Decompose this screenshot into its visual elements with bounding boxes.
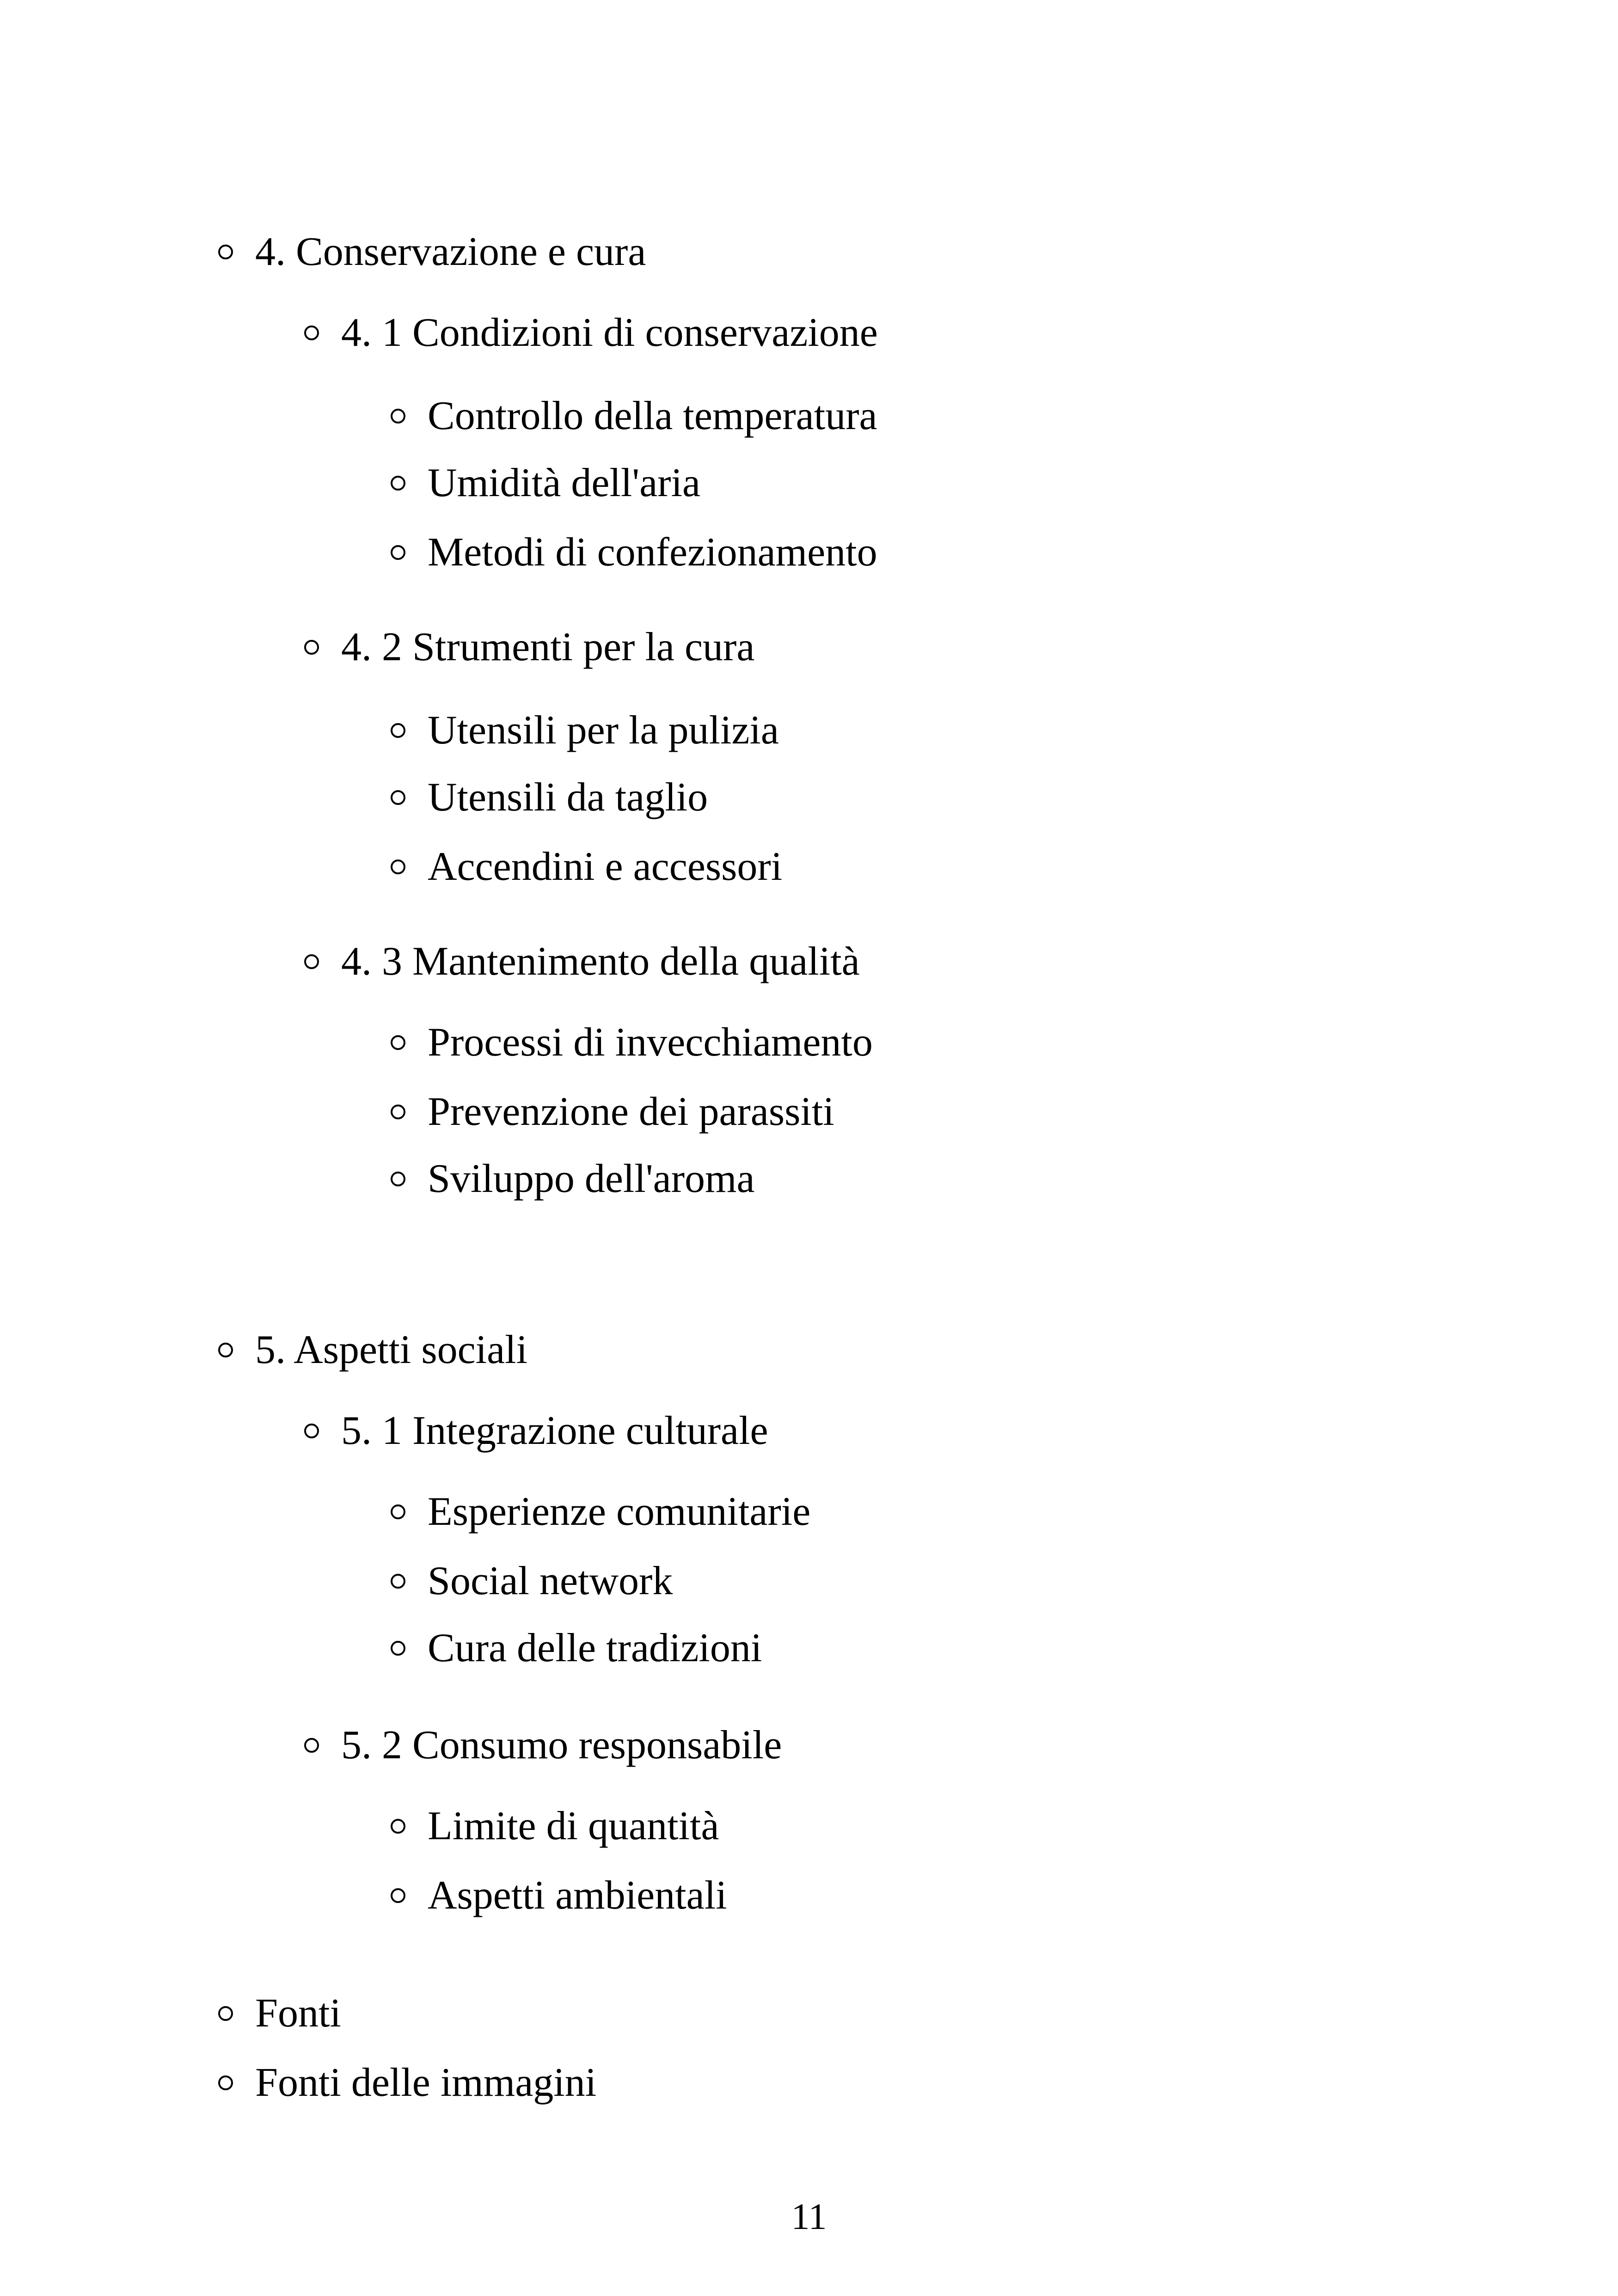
circle-bullet-icon: [391, 1819, 405, 1834]
list-item-label: Accendini e accessori: [428, 844, 783, 889]
list-item-label: Controllo della temperatura: [428, 393, 877, 438]
circle-bullet-icon: [304, 1424, 319, 1438]
list-item-label: Prevenzione dei parassiti: [428, 1089, 834, 1134]
circle-bullet-icon: [218, 245, 233, 259]
circle-bullet-icon: [391, 409, 405, 424]
list-item-label: Umidità dell'aria: [428, 460, 701, 505]
list-item-label: Utensili da taglio: [428, 775, 708, 820]
circle-bullet-icon: [391, 1504, 405, 1519]
circle-bullet-icon: [304, 1738, 319, 1753]
list-item-label: Limite di quantità: [428, 1804, 719, 1848]
circle-bullet-icon: [304, 325, 319, 340]
subsection-title: 4. 1 Condizioni di conservazione: [341, 310, 878, 355]
circle-bullet-icon: [218, 2075, 233, 2090]
list-item-label: Esperienze comunitarie: [428, 1489, 811, 1534]
circle-bullet-icon: [391, 859, 405, 874]
page-number: 11: [791, 2197, 827, 2237]
circle-bullet-icon: [391, 545, 405, 560]
section-title: 4. Conservazione e cura: [255, 229, 646, 274]
circle-bullet-icon: [391, 1574, 405, 1589]
list-item-label: Social network: [428, 1559, 673, 1603]
subsection-title: 5. 1 Integrazione culturale: [341, 1408, 768, 1453]
subsection-title: 5. 2 Consumo responsabile: [341, 1723, 782, 1768]
circle-bullet-icon: [218, 1343, 233, 1357]
circle-bullet-icon: [304, 954, 319, 969]
list-item-label: Cura delle tradizioni: [428, 1626, 762, 1670]
list-item-label: Utensili per la pulizia: [428, 708, 779, 753]
circle-bullet-icon: [391, 1172, 405, 1186]
list-item-label: Processi di invecchiamento: [428, 1020, 873, 1065]
section-title: 5. Aspetti sociali: [255, 1327, 528, 1372]
circle-bullet-icon: [391, 790, 405, 805]
circle-bullet-icon: [391, 476, 405, 491]
list-item-label: Aspetti ambientali: [428, 1873, 727, 1918]
section-title: Fonti delle immagini: [255, 2060, 597, 2105]
subsection-title: 4. 3 Mantenimento della qualità: [341, 939, 860, 984]
circle-bullet-icon: [391, 723, 405, 738]
list-item-label: Sviluppo dell'aroma: [428, 1156, 755, 1201]
circle-bullet-icon: [391, 1035, 405, 1050]
subsection-title: 4. 2 Strumenti per la cura: [341, 625, 755, 669]
circle-bullet-icon: [391, 1888, 405, 1903]
circle-bullet-icon: [218, 2006, 233, 2021]
circle-bullet-icon: [304, 640, 319, 655]
circle-bullet-icon: [391, 1105, 405, 1119]
list-item-label: Metodi di confezionamento: [428, 530, 877, 575]
section-title: Fonti: [255, 1991, 341, 2036]
circle-bullet-icon: [391, 1641, 405, 1656]
